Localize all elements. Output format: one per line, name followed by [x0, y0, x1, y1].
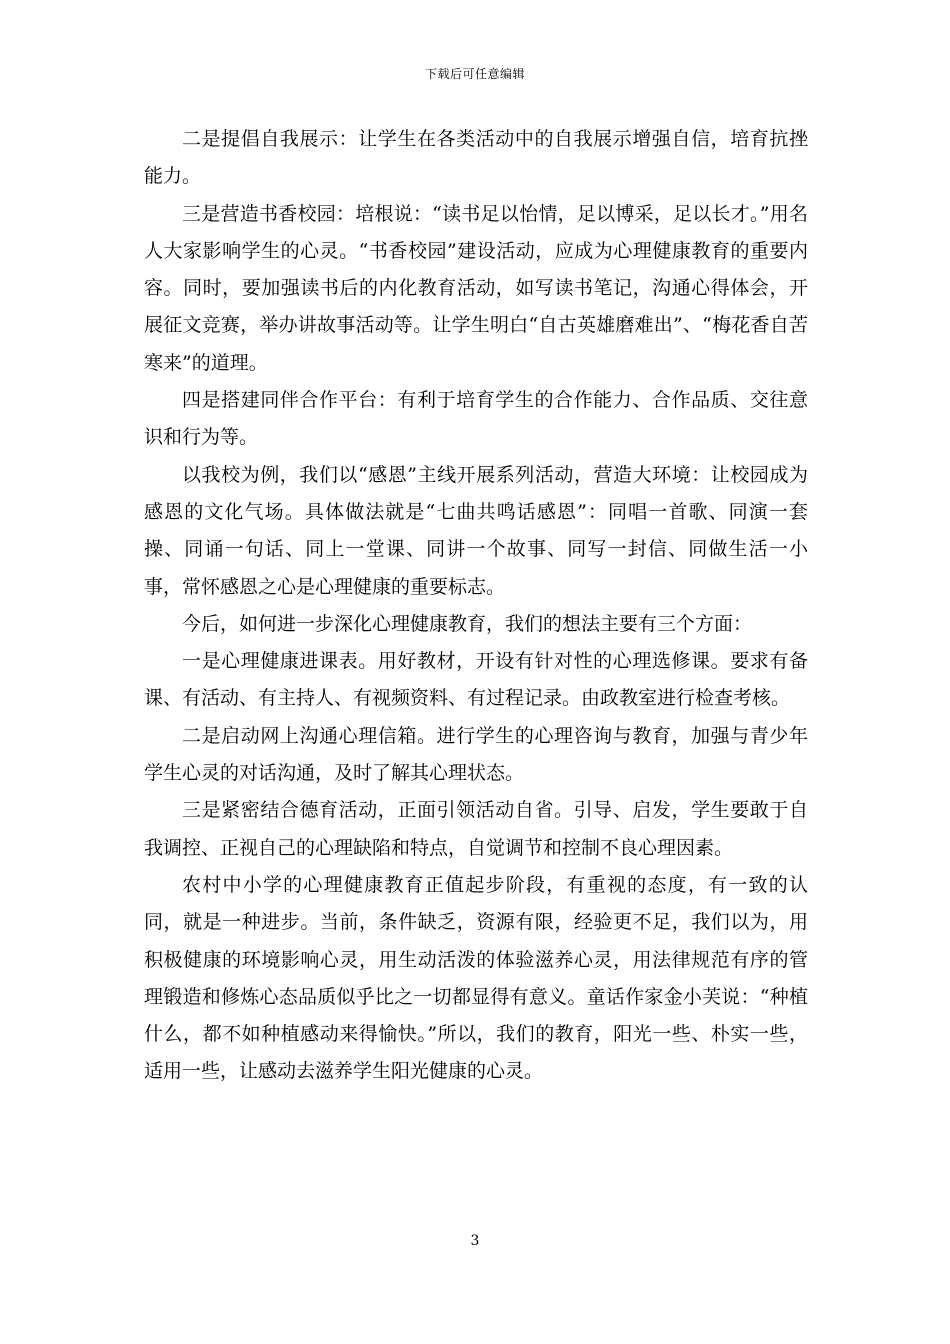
page-header: 下载后可任意编辑: [424, 67, 525, 81]
paragraph-moral-education: 三是紧密结合德育活动，正面引领活动自省。引导、启发，学生要敢于自我调控、正视自己的心理缺陷和特点，自觉调节和控制不良心理因素。: [144, 799, 808, 859]
paragraph-conclusion: 农村中小学的心理健康教育正值起步阶段，有重视的态度，有一致的认同，就是一种进步。当前，条件缺乏，资源有限，经验更不足，我们以为，用积极健康的环境影响心灵，用生动活泼的体验滋养心灵，用法律规范有序的管理锻造和修炼心态品质似乎比之一切都显得有意义。童话作家金小芙说：“种植什么，都不如种植感动来得愉快。”所以，我们的教育，阳光一些、朴实一些，适用一些，让感动去滋养学生阳光健康的心灵。: [144, 873, 808, 1083]
paragraph-online-mailbox: 二是启动网上沟通心理信箱。进行学生的心理咨询与教育，加强与青少年学生心灵的对话沟通，及时了解其心理状态。: [144, 724, 808, 785]
paragraph-peer-cooperation: 四是搭建同伴合作平台：有利于培育学生的合作能力、合作品质、交往意识和行为等。: [144, 389, 808, 449]
paragraph-curriculum: 一是心理健康进课表。用好教材，开设有针对性的心理选修课。要求有备课、有活动、有主持人、有视频资料、有过程记录。由政教室进行检查考核。: [144, 650, 808, 710]
paragraph-future-plans-intro: 今后，如何进一步深化心理健康教育，我们的想法主要有三个方面：: [182, 612, 753, 635]
page-number: 3: [470, 1233, 480, 1249]
paragraph-reading-campus: 三是营造书香校园：培根说：“读书足以怡情，足以博采，足以长才。”用名人大家影响学生的心灵。“书香校园”建设活动，应成为心理健康教育的重要内容。同时，要加强读书后的内化教育活动，如写读书笔记，沟通心得体会，开展征文竞赛，举办讲故事活动等。让学生明白“自古英雄磨难出”、“梅花香自苦寒来”的道理。: [144, 202, 808, 374]
document-body: [144, 121, 808, 1091]
paragraph-self-display: 二是提倡自我展示：让学生在各类活动中的自我展示增强自信，培育抗挫能力。: [144, 128, 808, 188]
paragraph-gratitude-example: 以我校为例，我们以“感恩”主线开展系列活动，营造大环境：让校园成为感恩的文化气场。具体做法就是“七曲共鸣话感恩”：同唱一首歌、同演一套操、同诵一句话、同上一堂课、同讲一个故事、同写一封信、同做生活一小事，常怀感恩之心是心理健康的重要标志。: [144, 463, 808, 598]
